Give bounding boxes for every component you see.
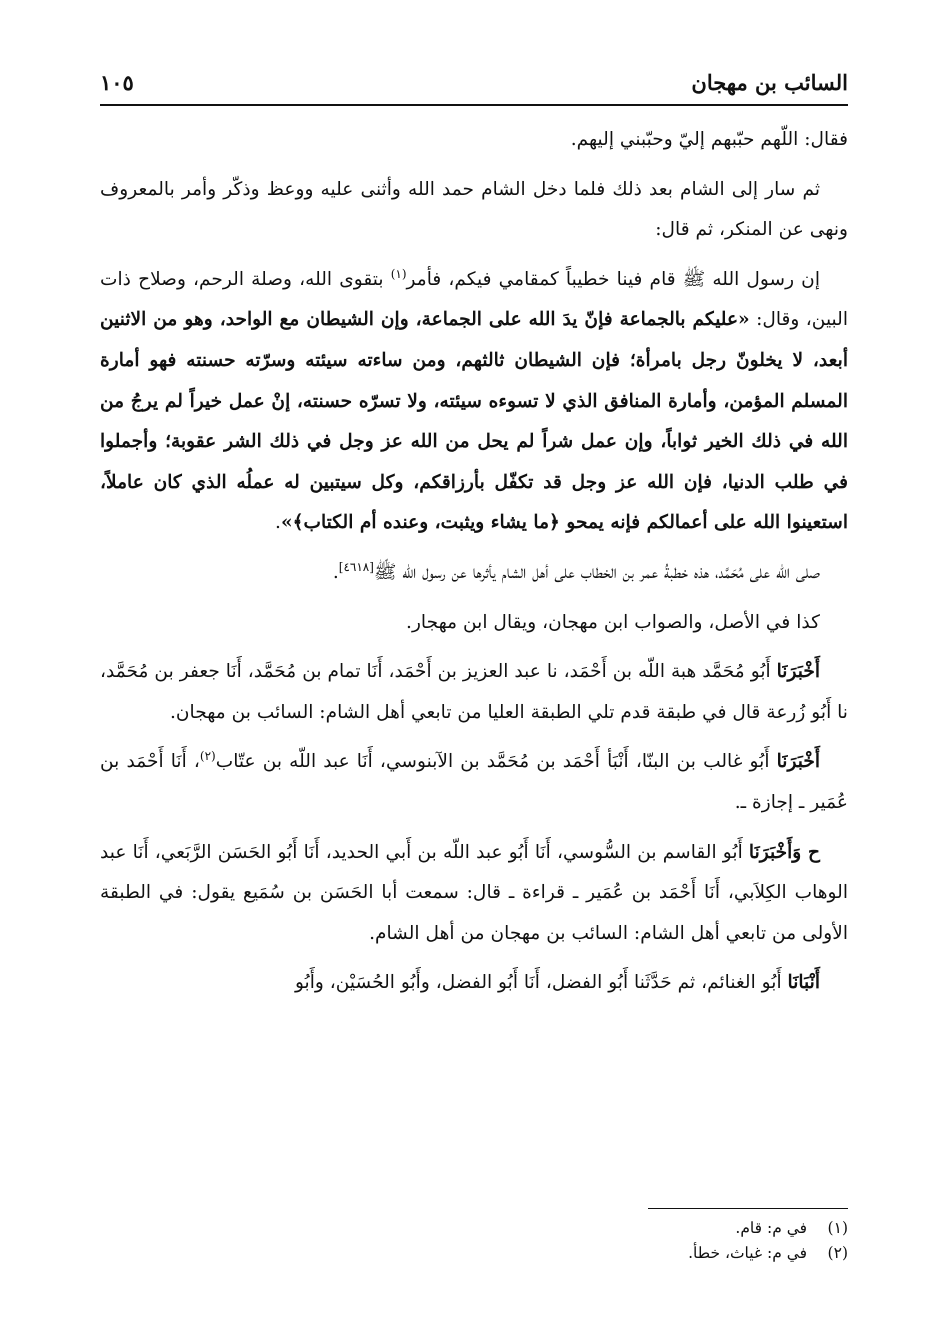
- sermon-end: .: [275, 512, 281, 534]
- isnad-text: أَبُو مُحَمَّد هبة اللّه بن أَحْمَد، نا عبد العزيز بن أَحْمَد، أَنَا تمام بن مُحَمَّد، أَنَا جعفر بن مُحَمَّد، نا أَبُو زُرعة قال في طبقة قدم تلي الطبقة العليا من تابعي أهل الشام: السائب بن مهجان.: [100, 661, 848, 723]
- footnote-1: [100, 1216, 848, 1241]
- sermon-continuation: بتقوى الله، وصلة الرحم، وصلاح ذات البين، وقال:: [100, 268, 848, 331]
- isnad-text-b: ، أَنَا أَحْمَد بن عُمَير ـ إجازة ـ.: [100, 751, 848, 813]
- paragraph-kadha: كذا في الأصل، والصواب ابن مهجان، ويقال ابن مهجار.: [406, 611, 820, 633]
- isnad-lead: ح وَأَخْبَرَنَا: [748, 841, 820, 863]
- footnote-ref-2: (٢): [199, 749, 216, 764]
- isnad-text: أَبُو القاسم بن السُّوسي، أَنَا أَبُو عبد اللّه بن أَبي الحديد، أَنَا أَبُو الحَسَن الرَّبَعي، أَنَا عبد الوهاب الكِلاَبي، أَنَا أَحْمَد بن عُمَير ـ قراءة ـ قال: سمعت أبا الحَسَن بن سُمَيع يقول: في الطبقة الأولى من تابعي أهل الشام: السائب بن مهجان من أهل الشام.: [100, 841, 848, 944]
- paragraph-journey: ثم سار إلى الشام بعد ذلك فلما دخل الشام حمد الله وأثنى عليه ووعظ وذكّر وأمر بالمعروف ونهى عن المنكر، ثم قال:: [100, 178, 848, 241]
- hadith-quote: «عليكم بالجماعة فإنّ يدَ الله على الجماعة، وإن الشيطان مع الواحد، وهو من الاثنين أبعد، لا يخلونّ رجل بامرأة؛ فإن الشيطان ثالثهم، ومن ساءته سيئته وسرّته حسنته فهو أمارة المسلم المؤمن، وأمارة المنافق الذي لا تسوءه سيئته، ولا تسرّه حسنته، إنْ عمل خيراً لم يرجُ من الله في ذلك الخير ثواباً، وإن عمل شراً لم يحل من الله عز وجل في ذلك الشر عقوبة؛ وأجملوا في طلب الدنيا، فإن الله عز وجل قد تكفّل بأرزاقكم، وكل سيتبين له عملُه الذي كان عاملاً، استعينوا الله على أعمالكم فإنه يمحو ﴿ما يشاء ويثبت، وعنده أم الكتاب﴾»: [100, 309, 848, 534]
- main-text: [100, 120, 848, 1013]
- header-rule: [100, 104, 848, 106]
- running-title: السائب بن مهجان: [691, 69, 848, 95]
- paragraph-sermon: [100, 260, 848, 544]
- footnote-text: في م: غياث، خطأ.: [688, 1244, 808, 1262]
- isnad-lead: أَنْبَانَا: [787, 972, 820, 994]
- isnad-lead: أَخْبَرَنَا: [776, 751, 820, 773]
- salla-text: صلى الله على مُحَمَّد، هذه خطبةُ عمر بن الخطاب على أهل الشام يأثرها عن رسول الله ﷺ: [373, 561, 820, 583]
- isnad-text: أَبُو الغنائم، ثم حَدَّثَنا أَبُو الفضل، أَنَا أَبُو الفضل، وأَبُو الحُسَيْن، وأَبُو: [294, 972, 788, 994]
- salla-end: .: [332, 561, 339, 583]
- footnote-ref-1: (١): [390, 266, 407, 281]
- footnote-2: [100, 1241, 848, 1266]
- footnote-number: (١): [827, 1219, 848, 1237]
- paragraph-isnad-2: [100, 742, 848, 823]
- isnad-text-a: أَبُو غالب بن البنّا، أَنْبَأ أَحْمَد بن مُحَمَّد بن الآبنوسي، أَنَا عبد اللّه بن عتّاب: [215, 751, 777, 773]
- footnotes: [100, 1216, 848, 1266]
- footnote-rule: [648, 1208, 848, 1209]
- paragraph-isnad-4: [100, 963, 848, 1004]
- paragraph-isnad-3: [100, 833, 848, 955]
- sermon-opening: إن رسول الله ﷺ قام فينا خطيباً كمقامي فيكم، فأمر: [406, 268, 820, 290]
- paragraph-isnad-1: [100, 652, 848, 733]
- page-number: ١٠٥: [100, 69, 134, 95]
- footnote-number: (٢): [827, 1244, 848, 1262]
- footnote-text: في م: قام.: [735, 1219, 808, 1237]
- paragraph-dua: فقال: اللّهم حبّبهم إليّ وحبّبني إليهم.: [570, 129, 848, 150]
- reference-number: [٤٦١٨]: [338, 559, 374, 574]
- isnad-lead: أَخْبَرَنَا: [776, 661, 820, 683]
- paragraph-salla: [100, 553, 848, 594]
- page-header: [100, 62, 848, 102]
